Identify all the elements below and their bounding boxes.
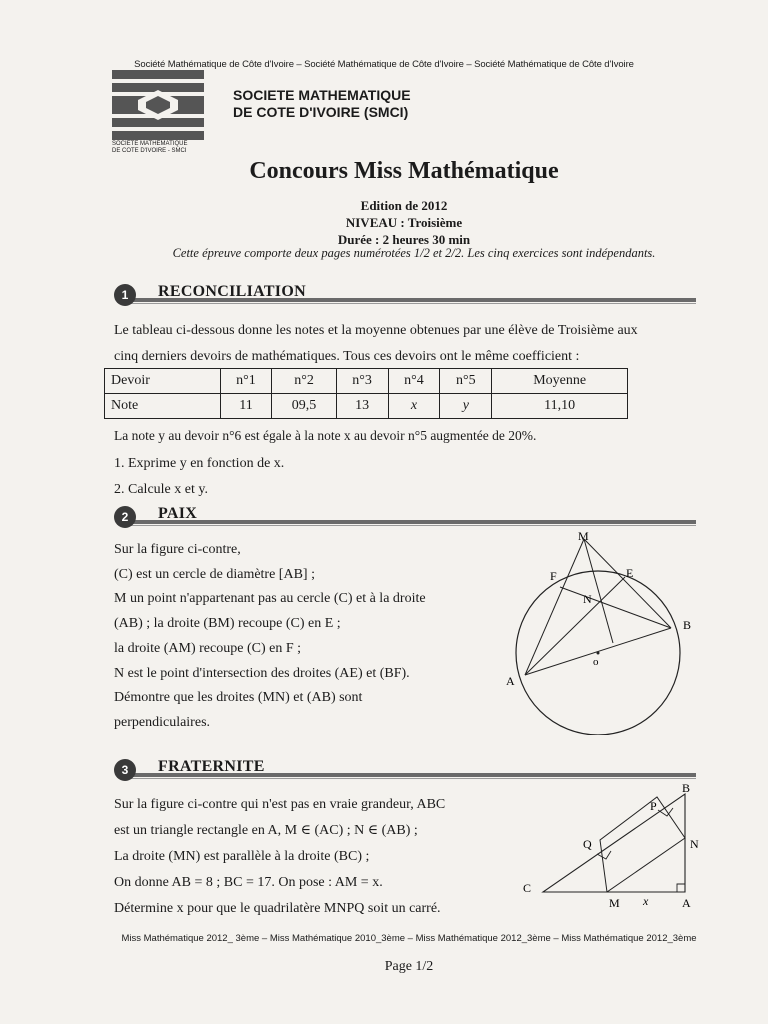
paragraph-line: cinq derniers devoirs de mathématiques. Tous ces devoirs ont le même coefficient : xyxy=(114,349,580,364)
question-item: 1. Exprime y en fonction de x. xyxy=(114,456,285,471)
grades-table xyxy=(104,368,628,419)
paragraph-line: perpendiculaires. xyxy=(114,714,211,730)
segment-bm xyxy=(584,539,671,628)
table-row xyxy=(105,394,628,419)
paragraph-line: (C) est un cercle de diamètre [AB] ; xyxy=(114,566,315,582)
organization-name xyxy=(233,87,411,121)
label-m: M xyxy=(578,529,589,543)
label-b: B xyxy=(683,618,692,632)
organization-line: DE COTE D'IVOIRE (SMCI) xyxy=(233,104,409,120)
edition: Edition de 2012 xyxy=(360,198,448,213)
table-cell: 09,5 xyxy=(272,394,336,419)
label-x: x xyxy=(643,894,649,908)
table-cell: n°3 xyxy=(336,369,388,394)
organization-line: SOCIETE MATHEMATIQUE xyxy=(233,87,411,103)
label-n: N xyxy=(583,592,592,606)
paragraph-line: Le tableau ci-dessous donne les notes et la moyenne obtenues par une élève de Troisième aux xyxy=(114,323,638,338)
triangle-abc xyxy=(543,794,685,892)
smci-logo xyxy=(112,70,204,140)
label-n: N xyxy=(690,837,699,851)
segment-mn xyxy=(584,539,613,643)
circle-figure xyxy=(500,525,705,735)
label-c: C xyxy=(523,881,532,895)
label-p: P xyxy=(650,799,657,813)
label-q: Q xyxy=(583,837,592,851)
table-cell: Note xyxy=(105,394,221,419)
section-fraternite-heading xyxy=(114,758,696,782)
section-1-intro xyxy=(114,318,638,370)
table-cell: x xyxy=(388,394,440,419)
paragraph-line: On donne AB = 8 ; BC = 17. On pose : AM = x. xyxy=(114,875,383,890)
paragraph-line: La droite (MN) est parallèle à la droite (BC) ; xyxy=(114,849,370,864)
paragraph-line: Sur la figure ci-contre, xyxy=(114,542,241,557)
section-rule xyxy=(130,778,696,779)
label-b: B xyxy=(682,781,691,795)
table-cell: n°2 xyxy=(272,369,336,394)
logo-caption xyxy=(112,141,204,155)
section-number-badge: 2 xyxy=(114,506,136,528)
center-point xyxy=(597,652,600,655)
section-reconciliation-heading xyxy=(114,283,696,307)
section-title: FRATERNITE xyxy=(158,758,265,775)
table-cell: n°5 xyxy=(440,369,492,394)
table-cell: 11 xyxy=(220,394,272,419)
section-rule xyxy=(130,303,696,304)
paragraph-line: M un point n'appartenant pas au cercle (C) et à la droite xyxy=(114,591,426,607)
label-a: A xyxy=(682,896,691,910)
logo-caption-line: SOCIETE MATHEMATIQUE xyxy=(112,141,188,147)
label-o: o xyxy=(593,656,599,668)
section-rule xyxy=(130,520,696,524)
segment-am xyxy=(525,539,584,675)
logo-caption-line: DE COTE D'IVOIRE - SMCI xyxy=(112,148,187,154)
header-strip: Société Mathématique de Côte d'Ivoire – Société Mathématique de Côte d'Ivoire – Société Mathématique de Côte d'Ivoire xyxy=(134,59,634,70)
question-item: 2. Calcule x et y. xyxy=(114,482,208,497)
segment-ae xyxy=(525,577,625,675)
right-angle-a xyxy=(677,884,685,892)
page-number: Page 1/2 xyxy=(384,959,434,974)
paragraph-line: Détermine x pour que le quadrilatère MNPQ soit un carré. xyxy=(114,901,441,916)
table-cell: Moyenne xyxy=(492,369,628,394)
table-cell: 11,10 xyxy=(492,394,628,419)
right-angle-q xyxy=(597,851,611,859)
footer: Miss Mathématique 2012_ 3ème – Miss Mathématique 2010_3ème – Miss Mathématique 2012_3ème – Miss Mathématique 2012_3ème xyxy=(121,933,697,944)
paragraph-line: la droite (AM) recoupe (C) en F ; xyxy=(114,640,301,656)
duration: Durée : 2 heures 30 min xyxy=(337,232,471,247)
section-number-badge: 3 xyxy=(114,759,136,781)
label-m: M xyxy=(609,896,620,910)
exam-note: Cette épreuve comporte deux pages numérotées 1/2 et 2/2. Les cinq exercices sont indépendants. xyxy=(172,246,656,260)
page-title: Concours Miss Mathématique xyxy=(249,158,559,184)
table-cell: y xyxy=(440,394,492,419)
table-cell: 13 xyxy=(336,394,388,419)
triangle-figure xyxy=(515,780,715,910)
section-number-badge: 1 xyxy=(114,284,136,306)
level: NIVEAU : Troisième xyxy=(345,215,463,230)
paragraph-line: (AB) ; la droite (BM) recoupe (C) en E ; xyxy=(114,616,341,632)
table-cell: n°4 xyxy=(388,369,440,394)
section-title: PAIX xyxy=(158,505,198,522)
section-1-statement: La note y au devoir n°6 est égale à la note x au devoir n°5 augmentée de 20%. xyxy=(114,428,537,443)
paragraph-line: N est le point d'intersection des droites (AE) et (BF). xyxy=(114,665,410,681)
section-title: RECONCILIATION xyxy=(158,283,306,300)
section-1-questions xyxy=(114,451,284,503)
table-row xyxy=(105,369,628,394)
paragraph-line: Démontre que les droites (MN) et (AB) sont xyxy=(114,690,363,706)
label-a: A xyxy=(506,674,515,688)
label-e: E xyxy=(626,566,634,580)
label-f: F xyxy=(550,569,557,583)
table-cell: n°1 xyxy=(220,369,272,394)
paragraph-line: Sur la figure ci-contre qui n'est pas en vraie grandeur, ABC xyxy=(114,797,446,812)
section-2-text xyxy=(114,538,426,736)
section-3-text xyxy=(114,792,445,922)
paragraph-line: est un triangle rectangle en A, M ∈ (AC) ; N ∈ (AB) ; xyxy=(114,823,418,838)
table-cell: Devoir xyxy=(105,369,221,394)
